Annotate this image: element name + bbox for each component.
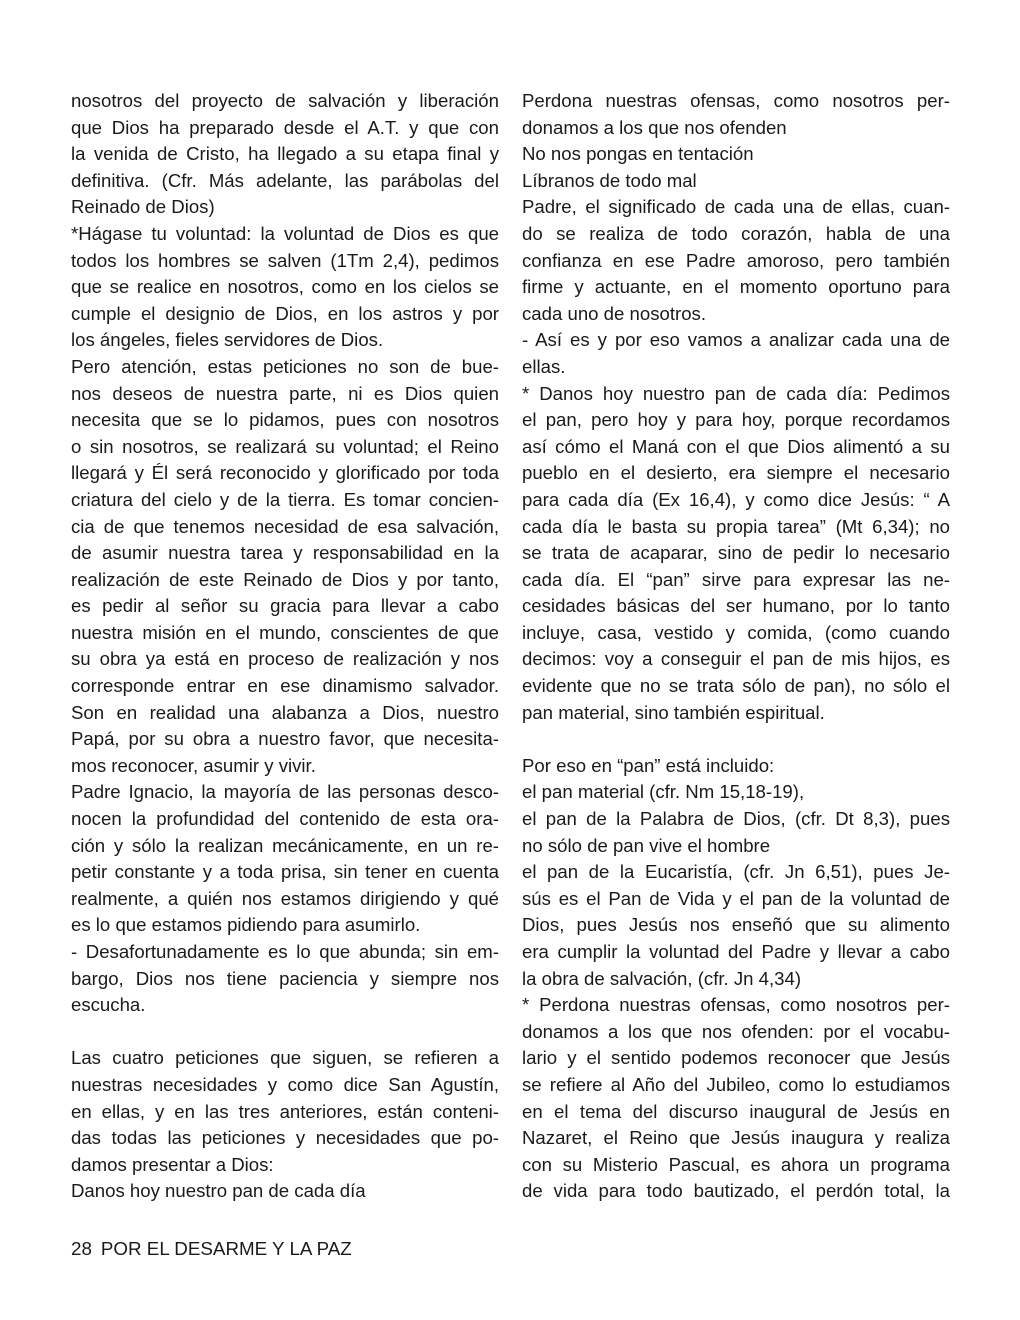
text-line: Por eso en “pan” está incluido:: [522, 754, 775, 776]
text-line: no sólo de pan vive el hombre: [522, 834, 771, 856]
left-column: [71, 88, 499, 1205]
text-line: Papá, por su obra a nuestro favor, que necesita-: [71, 728, 499, 750]
text-line: cada uno de nosotros.: [522, 302, 707, 324]
text-line: la venida de Cristo, ha llegado a su etapa final y: [71, 143, 499, 165]
text-line: o sin nosotros, se realizará su voluntad; el Reino: [71, 435, 499, 457]
text-line: cada día le basta su propia tarea” (Mt 6,34); no: [522, 515, 950, 537]
text-line: nuestra misión en el mundo, conscientes de que: [71, 621, 499, 643]
running-title: POR EL DESARME Y LA PAZ: [100, 1238, 352, 1259]
text-line: petir constante y a toda prisa, sin tener en cuenta: [71, 861, 499, 883]
text-line: Son en realidad una alabanza a Dios, nuestro: [71, 701, 499, 723]
page-number: 28: [71, 1238, 92, 1259]
text-line: das todas las peticiones y necesidades que po-: [71, 1127, 499, 1149]
text-line: * Danos hoy nuestro pan de cada día: Pedimos: [522, 382, 950, 404]
text-line: pueblo en el desierto, era siempre el necesario: [522, 462, 950, 484]
text-line: en ellas, y en las tres anteriores, están conteni-: [71, 1100, 499, 1122]
text-line: Danos hoy nuestro pan de cada día: [71, 1180, 366, 1202]
text-line: Las cuatro peticiones que siguen, se refieren a: [71, 1047, 499, 1069]
text-line: do se realiza de todo corazón, habla de una: [522, 222, 950, 244]
text-line: escucha.: [71, 994, 146, 1016]
text-line: el pan de la Eucaristía, (cfr. Jn 6,51), pues Je-: [522, 861, 950, 883]
text-line: de asumir nuestra tarea y responsabilidad en la: [71, 542, 499, 564]
text-line: No nos pongas en tentación: [522, 143, 754, 165]
text-line: nos deseos de nuestra parte, ni es Dios quien: [71, 382, 499, 404]
text-line: firme y actuante, en el momento oportuno para: [522, 276, 950, 298]
text-line: se trata de acaparar, sino de pedir lo necesario: [522, 542, 950, 564]
text-line: confianza en ese Padre amoroso, pero también: [522, 249, 950, 271]
blank-line: [71, 1019, 499, 1046]
text-line: *Hágase tu voluntad: la voluntad de Dios es que: [71, 222, 499, 244]
text-line: * Perdona nuestras ofensas, como nosotros per-: [522, 994, 950, 1016]
right-column: [522, 88, 950, 1205]
text-line: Padre Ignacio, la mayoría de las personas desco-: [71, 781, 499, 803]
text-line: incluye, casa, vestido y comida, (como cuando: [522, 621, 950, 643]
text-line: su obra ya está en proceso de realización y nos: [71, 648, 499, 670]
text-line: nocen la profundidad del contenido de esta ora-: [71, 808, 499, 830]
text-line: la obra de salvación, (cfr. Jn 4,34): [522, 967, 802, 989]
text-line: el pan material (cfr. Nm 15,18-19),: [522, 781, 805, 803]
text-line: necesita que se lo pidamos, pues con nosotros: [71, 409, 499, 431]
text-line: bargo, Dios nos tiene paciencia y siempre nos: [71, 967, 499, 989]
text-line: de vida para todo bautizado, el perdón total, la: [522, 1180, 950, 1202]
text-line: corresponde entrar en ese dinamismo salvador.: [71, 675, 499, 697]
text-line: decimos: voy a conseguir el pan de mis hijos, es: [522, 648, 950, 670]
text-line: ción y sólo la realizan mecánicamente, en un re-: [71, 834, 499, 856]
page-footer: [71, 1236, 352, 1262]
text-line: es lo que estamos pidiendo para asumirlo.: [71, 914, 421, 936]
text-line: ellas.: [522, 355, 566, 377]
text-line: los ángeles, fieles servidores de Dios.: [71, 329, 384, 351]
text-line: - Desafortunadamente es lo que abunda; sin em-: [71, 941, 499, 962]
text-line: Padre, el significado de cada una de ellas, cuan-: [522, 196, 950, 218]
text-line: realmente, a quién nos estamos dirigiendo y qué: [71, 887, 499, 909]
text-line: se refiere al Año del Jubileo, como lo estudiamos: [522, 1073, 950, 1095]
text-line: para cada día (Ex 16,4), y como dice Jesús: “ A: [522, 488, 950, 510]
text-line: el pan, pero hoy y para hoy, porque recordamos: [522, 409, 950, 431]
text-line: que Dios ha preparado desde el A.T. y que con: [71, 116, 499, 138]
text-line: evidente que no se trata sólo de pan), no sólo el: [522, 675, 950, 697]
text-line: Perdona nuestras ofensas, como nosotros per-: [522, 90, 950, 111]
text-line: nosotros del proyecto de salvación y liberación: [71, 90, 499, 111]
text-line: con su Misterio Pascual, es ahora un programa: [522, 1153, 950, 1175]
text-line: cia de que tenemos necesidad de esa salvación,: [71, 515, 499, 537]
text-line: todos los hombres se salven (1Tm 2,4), pedimos: [71, 249, 499, 271]
text-line: cada día. El “pan” sirve para expresar las ne-: [522, 568, 950, 590]
text-line: mos reconocer, asumir y vivir.: [71, 754, 316, 776]
blank-line: [522, 726, 950, 753]
text-line: Nazaret, el Reino que Jesús inaugura y realiza: [522, 1127, 950, 1149]
text-line: lario y el sentido podemos reconocer que Jesús: [522, 1047, 950, 1069]
text-line: Líbranos de todo mal: [522, 169, 697, 191]
text-line: damos presentar a Dios:: [71, 1153, 274, 1175]
text-line: así cómo el Maná con el que Dios alimentó a su: [522, 435, 950, 457]
text-line: Dios, pues Jesús nos enseñó que su alimento: [522, 914, 950, 936]
text-line: cumple el designio de Dios, en los astros y por: [71, 302, 499, 324]
text-line: llegará y Él será reconocido y glorificado por toda: [71, 462, 499, 484]
text-line: nuestras necesidades y como dice San Agustín,: [71, 1073, 499, 1095]
text-line: realización de este Reinado de Dios y por tanto,: [71, 568, 499, 590]
text-line: es pedir al señor su gracia para llevar a cabo: [71, 595, 499, 617]
text-line: cesidades básicas del ser humano, por lo tanto: [522, 595, 950, 617]
text-line: que se realice en nosotros, como en los cielos se: [71, 276, 499, 298]
text-line: Pero atención, estas peticiones no son de bue-: [71, 355, 499, 377]
text-line: criatura del cielo y de la tierra. Es tomar concien-: [71, 488, 499, 510]
text-line: definitiva. (Cfr. Más adelante, las parábolas del: [71, 169, 499, 191]
text-line: sús es el Pan de Vida y el pan de la voluntad de: [522, 887, 950, 909]
text-line: - Así es y por eso vamos a analizar cada una de: [522, 329, 950, 351]
text-line: donamos a los que nos ofenden: por el vocabu-: [522, 1020, 950, 1042]
text-line: era cumplir la voluntad del Padre y llevar a cabo: [522, 941, 950, 962]
text-line: el pan de la Palabra de Dios, (cfr. Dt 8,3), pues: [522, 808, 950, 830]
text-line: donamos a los que nos ofenden: [522, 116, 787, 138]
text-line: pan material, sino también espiritual.: [522, 701, 825, 723]
text-line: Reinado de Dios): [71, 196, 215, 218]
text-line: en el tema del discurso inaugural de Jesús en: [522, 1100, 950, 1122]
